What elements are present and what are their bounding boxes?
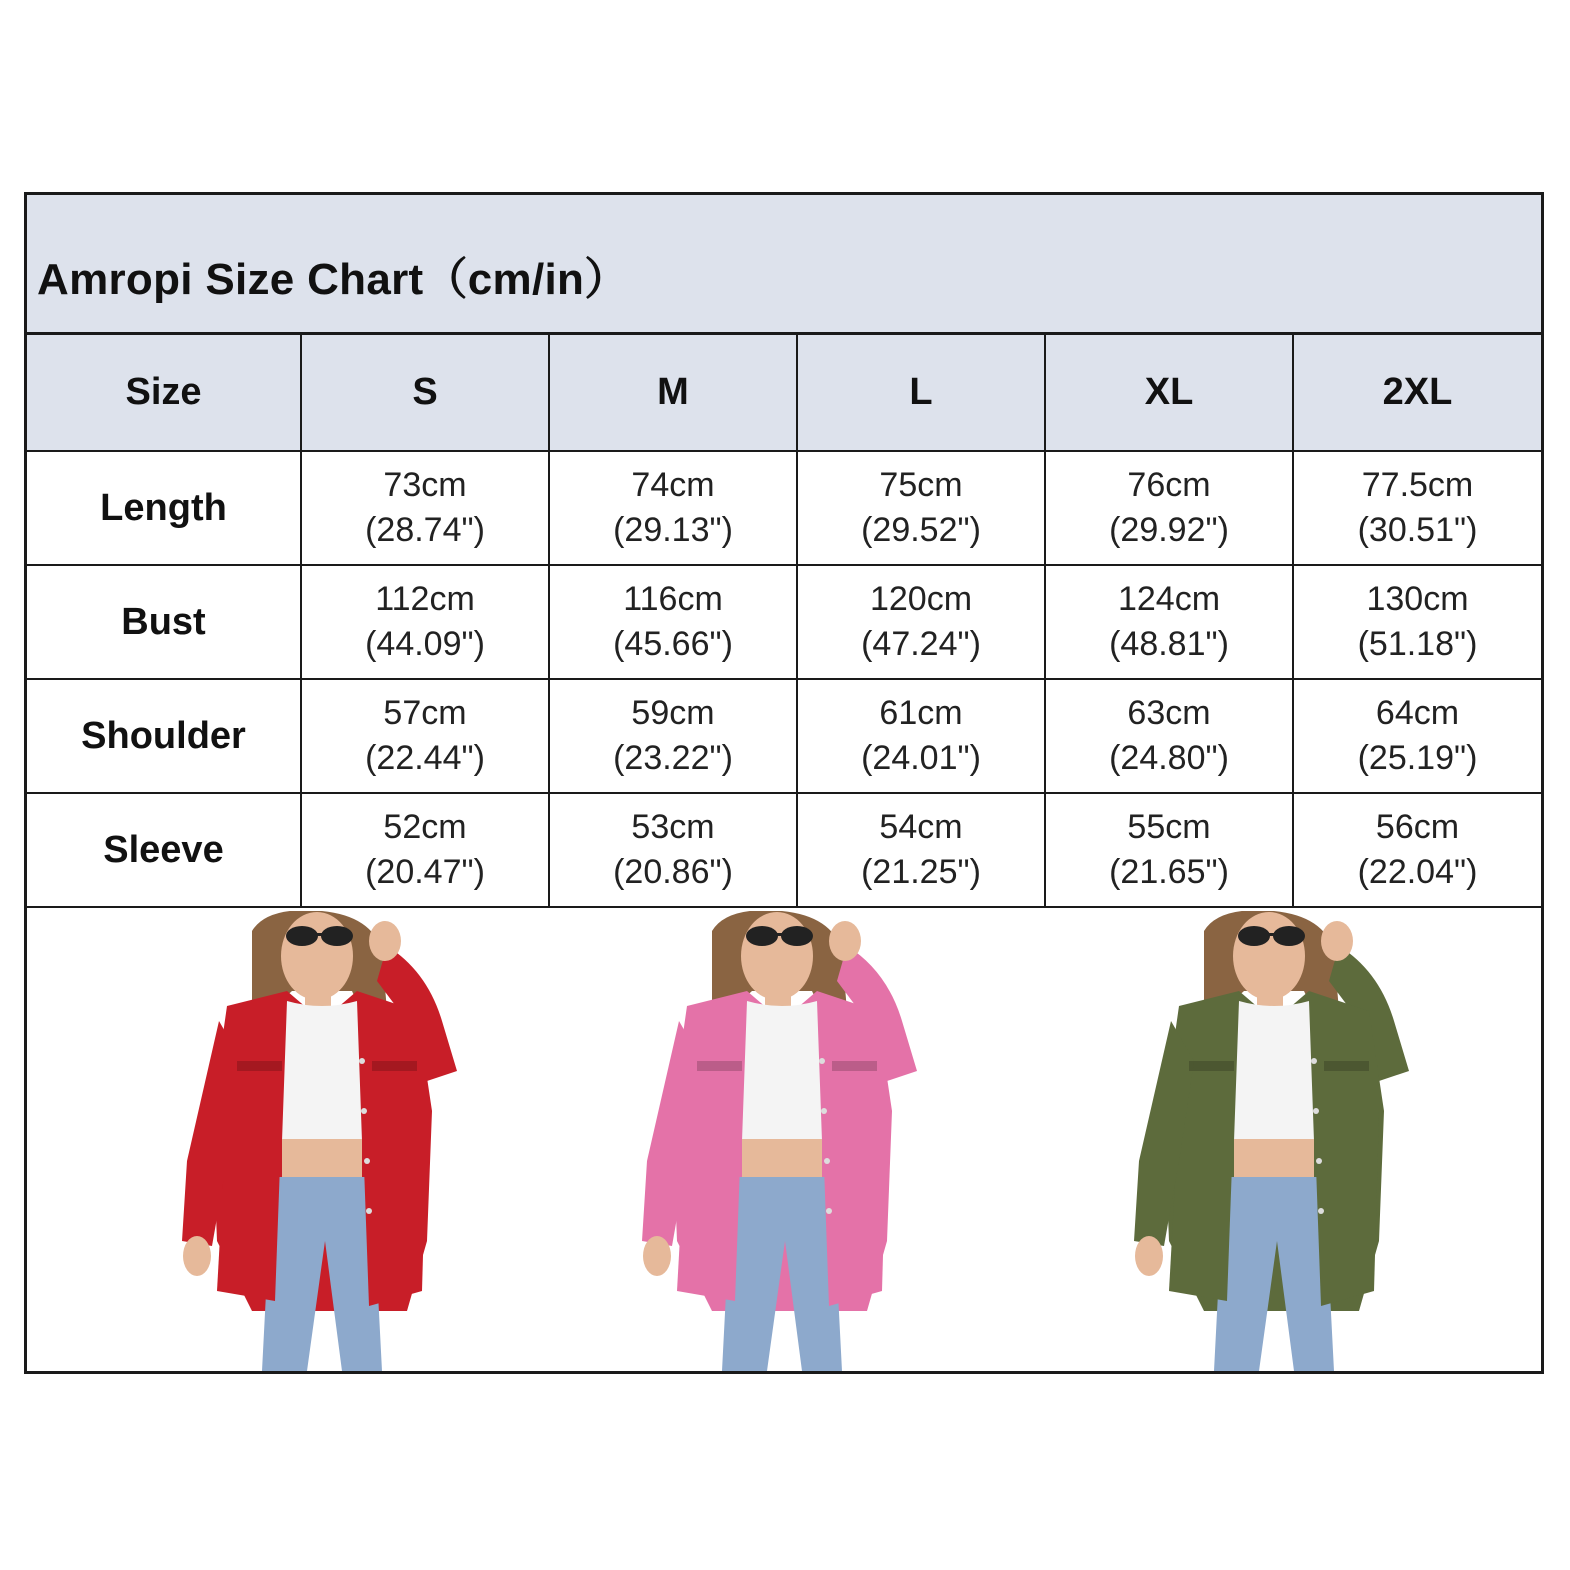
cm-value: 116cm <box>623 580 723 618</box>
row-label: Length <box>27 451 301 565</box>
header-cell-size: Size <box>27 335 301 451</box>
cm-value: 73cm <box>383 466 467 504</box>
table-cell <box>1293 451 1541 565</box>
cm-value: 112cm <box>375 580 475 618</box>
model-photo-green <box>1109 911 1439 1371</box>
cm-value: 64cm <box>1375 694 1460 732</box>
cm-value: 63cm <box>1127 694 1211 732</box>
in-value: (28.74") <box>365 511 485 549</box>
table-cell <box>301 793 549 907</box>
table-cell <box>1293 793 1541 907</box>
cm-value: 59cm <box>631 694 715 732</box>
in-value: (22.44") <box>365 739 485 777</box>
in-value: (29.92") <box>1109 511 1229 549</box>
header-cell-s: S <box>301 335 549 451</box>
in-value: (44.09") <box>365 625 485 663</box>
header-cell-2xl: 2XL <box>1293 335 1541 451</box>
cm-value: 120cm <box>869 580 973 618</box>
table-cell <box>797 679 1045 793</box>
table-cell <box>1293 565 1541 679</box>
cm-value: 61cm <box>879 694 963 732</box>
row-label: Shoulder <box>27 679 301 793</box>
title-bar <box>27 195 1541 335</box>
in-value: (25.19") <box>1357 739 1478 777</box>
in-value: (29.13") <box>613 511 733 549</box>
in-value: (20.86") <box>613 853 733 891</box>
model-photo-pink <box>617 911 947 1371</box>
table-cell <box>797 565 1045 679</box>
table-row-bust <box>27 565 1541 679</box>
table-row-length <box>27 451 1541 565</box>
header-cell-l: L <box>797 335 1045 451</box>
table-cell <box>301 565 549 679</box>
cm-value: 76cm <box>1127 466 1211 504</box>
table-header-row <box>27 335 1541 451</box>
table-cell <box>549 793 797 907</box>
table-cell <box>1045 451 1293 565</box>
header-cell-xl: XL <box>1045 335 1293 451</box>
cm-value: 124cm <box>1117 580 1221 618</box>
row-label: Sleeve <box>27 793 301 907</box>
table-cell <box>301 451 549 565</box>
in-value: (51.18") <box>1357 625 1478 663</box>
in-value: (24.80") <box>1109 739 1229 777</box>
cm-value: 75cm <box>879 466 963 504</box>
in-value: (20.47") <box>365 853 485 891</box>
cm-value: 53cm <box>631 808 715 846</box>
table-cell <box>797 451 1045 565</box>
cm-value: 130cm <box>1366 580 1469 618</box>
cm-value: 74cm <box>631 466 715 504</box>
cm-value: 54cm <box>879 808 963 846</box>
cm-value: 55cm <box>1127 808 1211 846</box>
cm-value: 56cm <box>1375 808 1460 846</box>
cm-value: 52cm <box>383 808 467 846</box>
table-row-sleeve <box>27 793 1541 907</box>
table-cell <box>1045 679 1293 793</box>
in-value: (21.65") <box>1109 853 1229 891</box>
header-cell-m: M <box>549 335 797 451</box>
in-value: (48.81") <box>1109 625 1229 663</box>
cm-value: 57cm <box>383 694 467 732</box>
table-cell <box>1293 679 1541 793</box>
size-chart <box>24 192 1544 1374</box>
table-cell <box>797 793 1045 907</box>
size-table <box>27 335 1541 908</box>
table-row-shoulder <box>27 679 1541 793</box>
row-label: Bust <box>27 565 301 679</box>
in-value: (29.52") <box>861 511 981 549</box>
table-cell <box>301 679 549 793</box>
table-cell <box>549 451 797 565</box>
product-photos <box>27 911 1541 1371</box>
table-cell <box>1045 565 1293 679</box>
table-cell <box>549 679 797 793</box>
in-value: (47.24") <box>861 625 981 663</box>
in-value: (45.66") <box>613 625 733 663</box>
in-value: (21.25") <box>861 853 981 891</box>
in-value: (23.22") <box>613 739 733 777</box>
in-value: (22.04") <box>1357 853 1478 891</box>
chart-title: Amropi Size Chart（cm/in） <box>37 255 629 304</box>
table-cell <box>1045 793 1293 907</box>
model-photo-red <box>157 911 487 1371</box>
cm-value: 77.5cm <box>1361 466 1474 504</box>
table-cell <box>549 565 797 679</box>
in-value: (24.01") <box>861 739 981 777</box>
in-value: (30.51") <box>1357 511 1478 549</box>
